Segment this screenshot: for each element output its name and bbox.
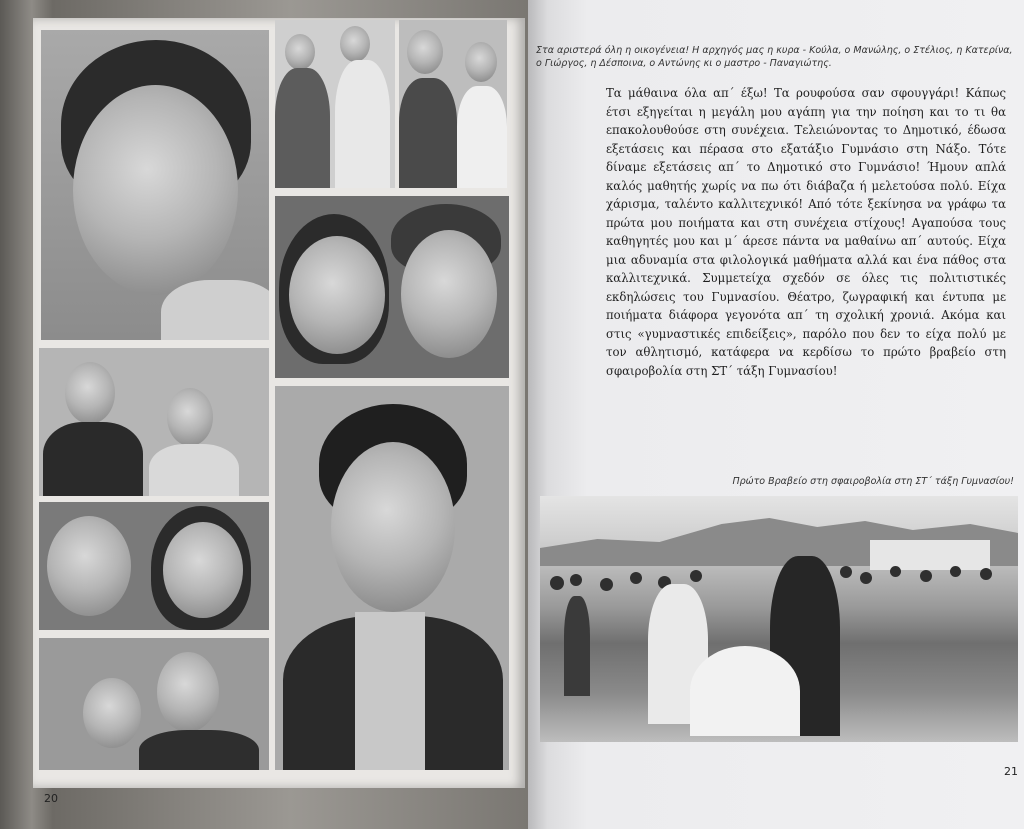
photo-man-and-woman-smiling	[39, 502, 269, 630]
photo-two-men-indoors	[39, 348, 269, 496]
memoir-paragraph: Τα μάθαινα όλα απ΄ έξω! Τα ρουφούσα σαν σφουγγάρι! Κάπως έτσι εξηγείται η μεγάλη μου αγάπη για την ποίηση και το τι θα επακολουθούσε στη συνέχεια. Τελειώνοντας το Δημοτικό, έδωσα εξετάσεις και πέρασα στο εξατάξιο Γυμνάσιο στη Νάξο. Τότε δίναμε εξετάσεις απ΄ το Δημοτικό στο Γυμνάσιο! Ήμουν απλά καλός μαθητής χωρίς να πω ότι διάβαζα ή μελετούσα πολύ. Είχα χάρισμα, ταλέντο καλλιτεχνικό! Από τότε ξεκίνησα να γράφω τα πρώτα μου ποιήματα και στη συνέχεια στίχους! Αγαπούσα τους καθηγητές μου και μ΄ άρεσε πάντα να μαθαίνω απ΄ αυτούς. Είχα μια αδυναμία στα φιλολογικά μαθήματα αλλά και ένα πάθος στα καλλιτεχνικά. Συμμετείχα σχεδόν σε όλες τις πολιτιστικές εκδηλώσεις του Γυμνασίου. Θέατρο, ζωγραφική και έντυπα με ποιήματα διάφορα γεγονότα απ΄ τη σχολική χρονιά. Ακόμα και στις «γυμναστικές επιδείξεις», παρόλο που δεν το είχα πολύ με τον αθλητισμό, κατάφερα να κερδίσω το πρώτο βραβείο στη σφαιροβολία στη ΣΤ΄ τάξη Γυμνασίου!	[606, 86, 1006, 378]
photo-two-men-standing	[275, 20, 395, 188]
photo-school-award-ceremony	[540, 496, 1018, 742]
left-page	[33, 18, 525, 788]
photo-young-man-portrait	[275, 386, 509, 770]
photo-couple-selfie	[275, 196, 509, 378]
shot-put-photo-caption: Πρώτο Βραβείο στη σφαιροβολία στη ΣΤ΄ τάξη Γυμνασίου!	[732, 476, 1014, 487]
family-photo-caption: Στα αριστερά όλη η οικογένεια! Η αρχηγός μας η κυρα - Κούλα, ο Μανώλης, ο Στέλιος, η Κατερίνα, ο Γιώργος, η Δέσποινα, ο Αντώνης κι ο μαστρο - Παναγιώτης.	[536, 45, 1013, 69]
building	[870, 540, 990, 570]
photo-woman-portrait	[41, 30, 269, 340]
photo-two-men-outdoors	[399, 20, 507, 188]
photo-two-men-garden	[39, 638, 269, 770]
page-number-left: 20	[44, 792, 58, 805]
page-number-right: 21	[1004, 765, 1018, 778]
